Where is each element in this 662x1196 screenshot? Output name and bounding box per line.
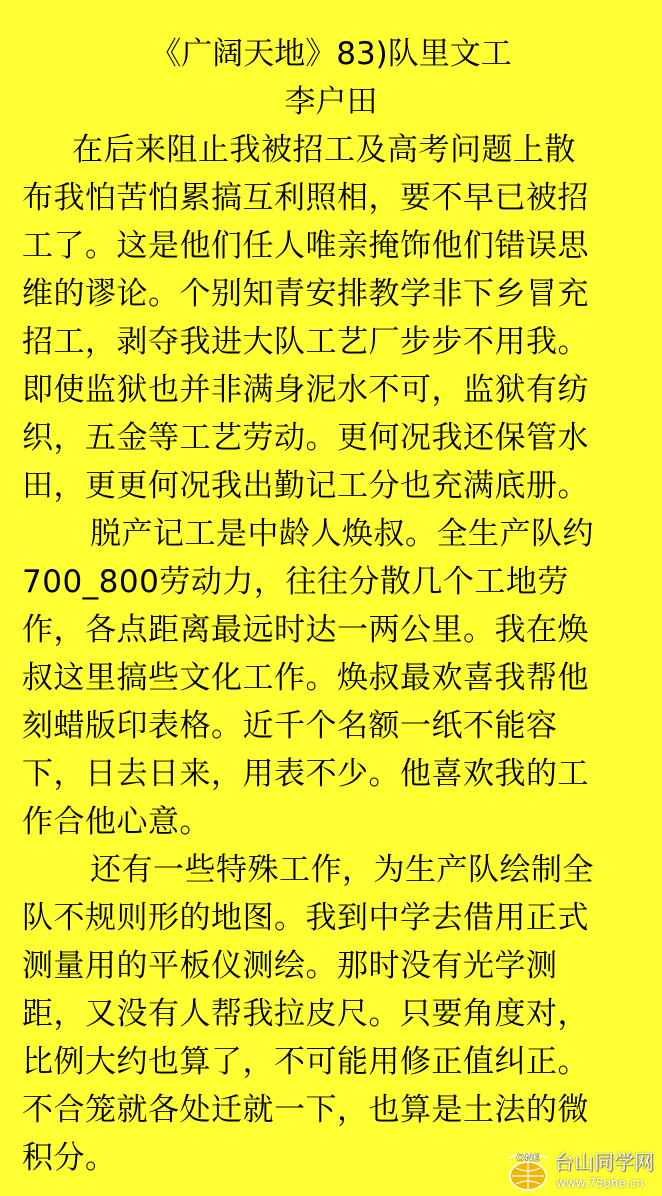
paragraph-2-line-7: 作合他心意。	[22, 804, 211, 840]
paragraph-1-line-5: 招工，剥夺我进大队工艺厂步步不用我。	[22, 324, 589, 360]
paragraph-3-line-5: 比例大约也算了，不可能用修正值纠正。	[22, 1044, 589, 1080]
paragraph-2-line-2: 700_800劳动力，往往分散几个工地劳	[22, 564, 569, 600]
watermark-site-name: 台山同学网	[554, 1150, 654, 1174]
site-watermark	[502, 1146, 662, 1196]
paragraph-1-line-7: 织，五金等工艺劳动。更何况我还保管水	[22, 420, 589, 456]
paragraph-3-line-7: 积分。	[22, 1140, 117, 1176]
paragraph-1-line-6: 即使监狱也并非满身泥水不可，监狱有纺	[22, 372, 589, 408]
paragraph-2-line-6: 下，日去日来，用表不少。他喜欢我的工	[22, 756, 589, 792]
paragraph-2-line-4: 叔这里搞些文化工作。焕叔最欢喜我帮他	[22, 660, 589, 696]
paragraph-1-line-1: 在后来阻止我被招工及高考问题上散	[72, 132, 576, 168]
paragraph-1-line-3: 工了。这是他们任人唯亲掩饰他们错误思	[22, 228, 589, 264]
article-title: 《广阔天地》83)队里文工	[150, 36, 512, 72]
paragraph-2-line-1: 脱产记工是中龄人焕叔。全生产队约	[90, 516, 594, 552]
paragraph-3-line-6: 不合笼就各处迁就一下，也算是土法的微	[22, 1092, 589, 1128]
article-author: 李户田	[284, 84, 378, 120]
paragraph-3-line-3: 测量用的平板仪测绘。那时没有光学测	[22, 948, 558, 984]
globe-logo-icon	[504, 1148, 552, 1192]
paragraph-3-line-4: 距，又没有人帮我拉皮尺。只要角度对，	[22, 996, 589, 1032]
paragraph-3-line-2: 队不规则形的地图。我到中学去借用正式	[22, 900, 589, 936]
watermark-site-url: www.75one.cn	[556, 1176, 644, 1190]
paragraph-1-line-2: 布我怕苦怕累搞互利照相，要不早已被招	[22, 180, 589, 216]
watermark-logo-text: ONE	[516, 1153, 540, 1164]
paragraph-3-line-1: 还有一些特殊工作，为生产队绘制全	[90, 852, 594, 888]
paragraph-1-line-4: 维的谬论。个别知青安排教学非下乡冒充	[22, 276, 589, 312]
paragraph-2-line-5: 刻蜡版印表格。近千个名额一纸不能容	[22, 708, 558, 744]
paragraph-2-line-3: 作，各点距离最远时达一两公里。我在焕	[22, 612, 589, 648]
paragraph-1-line-8: 田，更更何况我出勤记工分也充满底册。	[22, 468, 589, 504]
